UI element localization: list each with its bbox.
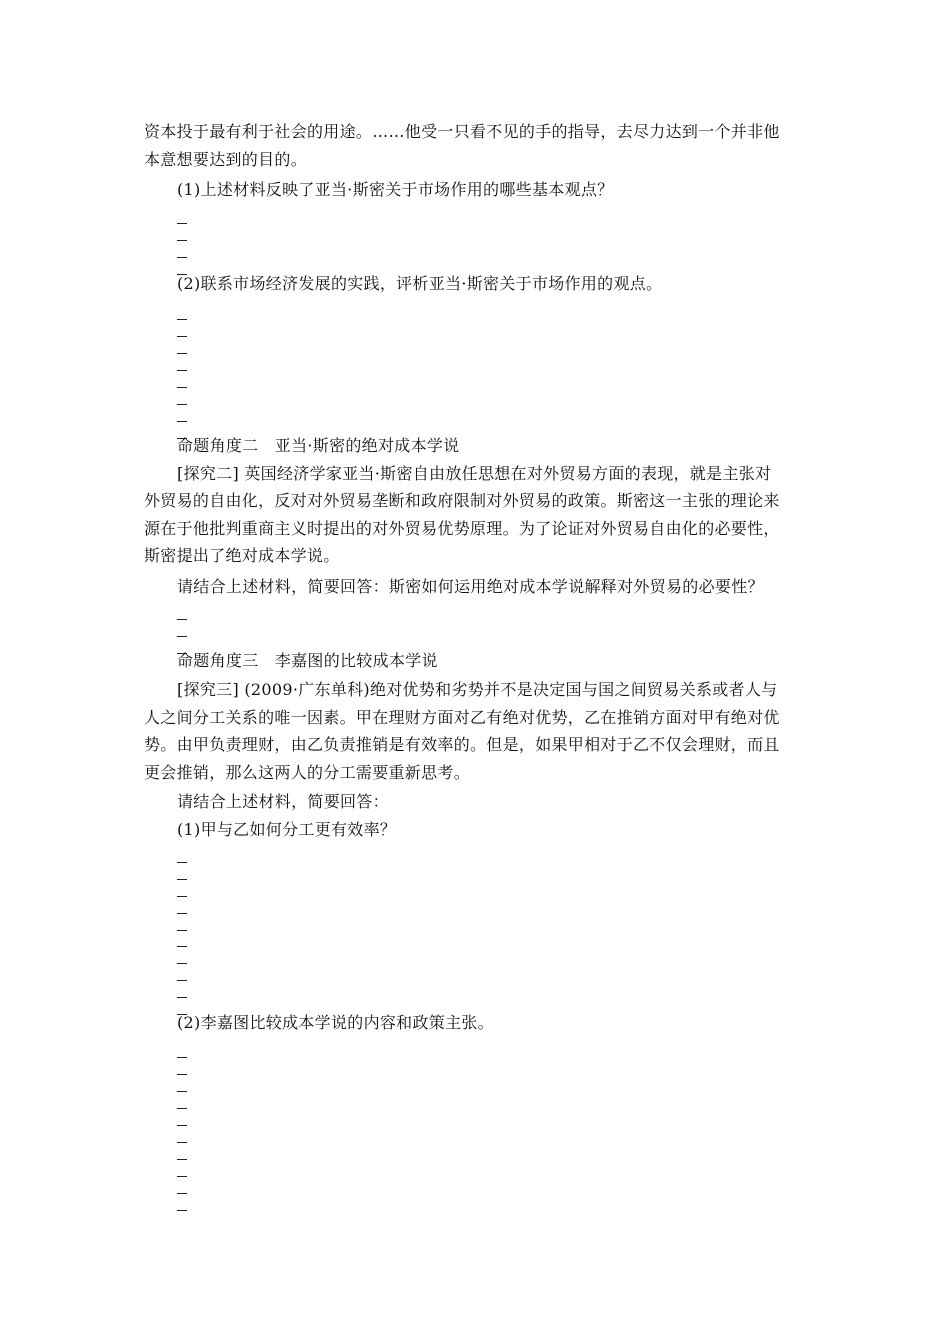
- answer-blank: [177, 619, 187, 620]
- answer-blank: [177, 1210, 187, 1211]
- intro-line-2: 本意想要达到的目的。: [144, 150, 308, 169]
- section-3-question-1: (1)甲与乙如何分工更有效率？: [177, 820, 397, 839]
- section-3-para-line-2: 人之间分工关系的唯一因素。甲在理财方面对乙有绝对优势，乙在推销方面对甲有绝对优: [144, 708, 780, 727]
- answer-blank: [177, 353, 187, 354]
- answer-blank: [177, 1108, 187, 1109]
- answer-blank: [177, 387, 187, 388]
- answer-blank: [177, 1091, 187, 1092]
- section-2-para-line-2: 外贸易的自由化，反对对外贸易垄断和政府限制对外贸易的政策。斯密这一主张的理论来: [144, 491, 780, 510]
- answer-blank: [177, 240, 187, 241]
- section-3-para-line-3: 势。由甲负责理财，由乙负责推销是有效率的。但是，如果甲相对于乙不仅会理财，而且: [144, 735, 780, 754]
- section-heading-2: 命题角度二 亚当·斯密的绝对成本学说: [177, 436, 460, 455]
- answer-blank: [177, 257, 187, 258]
- answer-blank: [177, 913, 187, 914]
- section-heading-3: 命题角度三 李嘉图的比较成本学说: [177, 651, 438, 670]
- answer-blank: [177, 862, 187, 863]
- section-2-para-line-4: 斯密提出了绝对成本学说。: [144, 546, 340, 565]
- question-1: (1)上述材料反映了亚当·斯密关于市场作用的哪些基本观点？: [177, 180, 614, 199]
- answer-blank: [177, 963, 187, 964]
- answer-blank: [177, 370, 187, 371]
- answer-blank: [177, 1193, 187, 1194]
- section-3-prompt: 请结合上述材料，简要回答：: [177, 792, 389, 811]
- section-2-para-line-3: 源在于他批判重商主义时提出的对外贸易优势原理。为了论证对外贸易自由化的必要性，: [144, 519, 780, 538]
- answer-blank: [177, 1176, 187, 1177]
- section-2-para-line-1: [探究二] 英国经济学家亚当·斯密自由放任思想在对外贸易方面的表现，就是主张对: [177, 464, 772, 483]
- answer-blank: [177, 404, 187, 405]
- question-2: (2)联系市场经济发展的实践，评析亚当·斯密关于市场作用的观点。: [177, 274, 663, 293]
- answer-blank: [177, 1142, 187, 1143]
- section-3-question-2: (2)李嘉图比较成本学说的内容和政策主张。: [177, 1013, 494, 1032]
- section-3-para-line-1: [探究三] (2009·广东单科)绝对优势和劣势并不是决定国与国之间贸易关系或者人与: [177, 680, 778, 699]
- answer-blank: [177, 336, 187, 337]
- answer-blank: [177, 1057, 187, 1058]
- section-2-question: 请结合上述材料，简要回答：斯密如何运用绝对成本学说解释对外贸易的必要性？: [177, 577, 764, 596]
- answer-blank: [177, 1159, 187, 1160]
- intro-line-1: 资本投于最有利于社会的用途。……他受一只看不见的手的指导，去尽力达到一个并非他: [144, 122, 780, 141]
- answer-blank: [177, 421, 187, 422]
- answer-blank: [177, 223, 187, 224]
- answer-blank: [177, 319, 187, 320]
- answer-blank: [177, 980, 187, 981]
- answer-blank: [177, 896, 187, 897]
- answer-blank: [177, 997, 187, 998]
- section-3-para-line-4: 更会推销，那么这两人的分工需要重新思考。: [144, 763, 471, 782]
- answer-blank: [177, 930, 187, 931]
- answer-blank: [177, 636, 187, 637]
- answer-blank: [177, 1125, 187, 1126]
- answer-blank: [177, 879, 187, 880]
- answer-blank: [177, 946, 187, 947]
- answer-blank: [177, 1074, 187, 1075]
